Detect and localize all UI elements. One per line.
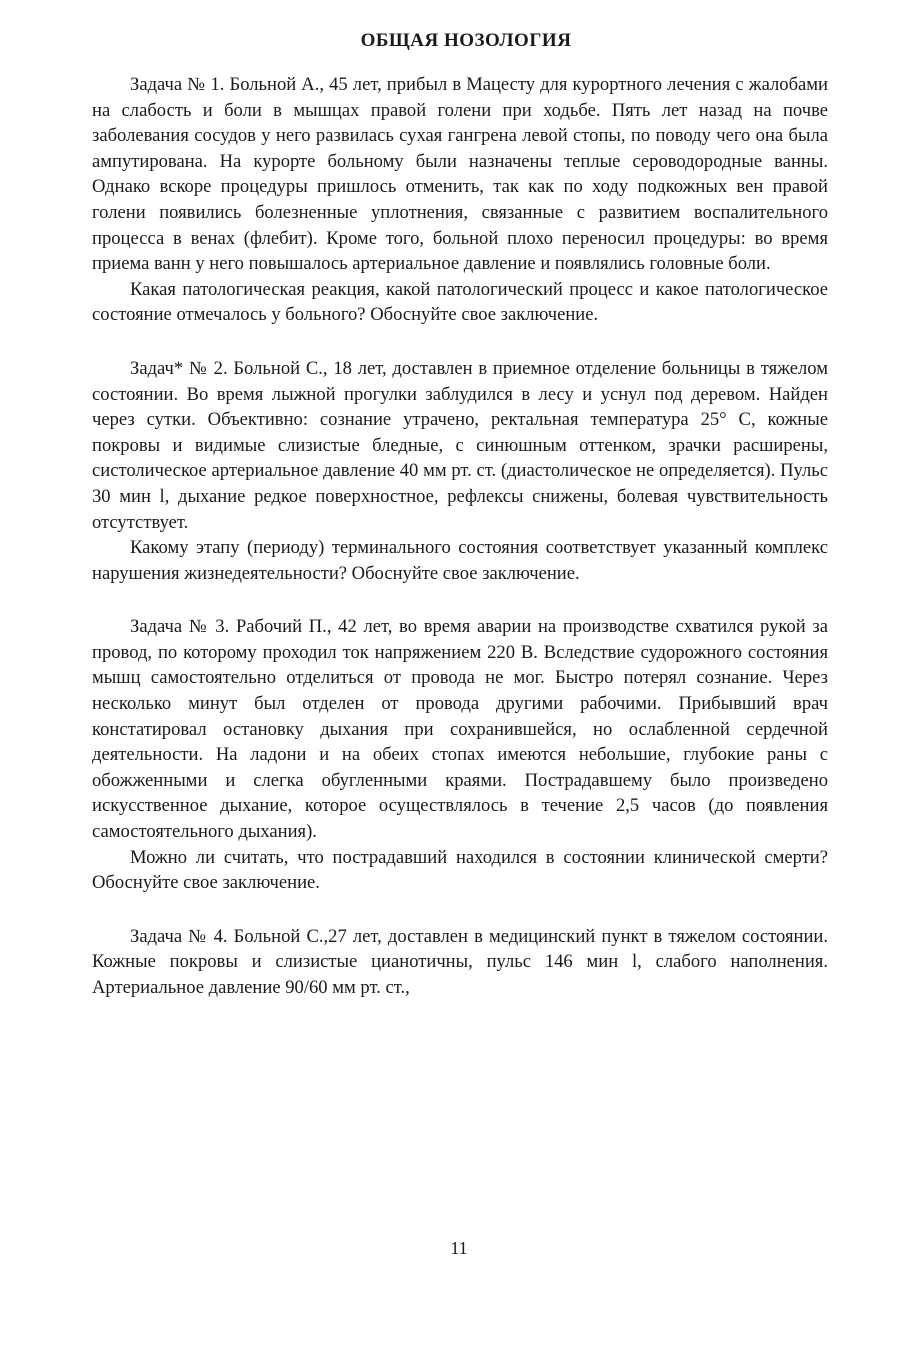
task-3 <box>92 614 828 896</box>
task-2-text: Задач* № 2. Больной С., 18 лет, доставлен в приемное отделение больницы в тяжелом состоянии. Во время лыжной прогулки заблудился в лесу и уснул под деревом. Найден через сутки. Объективно: сознание утрачено, ректальная температура 25° С, кожные покровы и видимые слизистые бледные, с синюшным оттенком, зрачки расширены, систолическое артериальное давление 40 мм рт. ст. (диастолическое не определяется). Пульс 30 мин l, дыхание редкое поверхностное, рефлексы снижены, болевая чувствительность отсутствует. <box>92 357 828 533</box>
page-title: ОБЩАЯ НОЗОЛОГИЯ <box>360 30 572 51</box>
task-3-text: Задача № 3. Рабочий П., 42 лет, во время аварии на производстве схватился рукой за провод, по которому проходил ток напряжением 220 В. Вследствие судорожного состояния мышц самостоятельно отделиться от провода не мог. Быстро потерял сознание. Через несколько минут был отделен от провода другими рабочими. Прибывший врач констатировал остановку дыхания при сохранившейся, но ослабленной сердечной деятельности. На ладони и на обеих стопах имеются небольшие, глубокие раны с обожженными и слегка обугленными краями. Пострадавшему было произведено искусственное дыхание, которое осуществлялось в течение 2,5 часов (до появления самостоятельного дыхания). <box>92 616 828 843</box>
task-2 <box>92 356 828 586</box>
document-page <box>92 30 828 1001</box>
task-3-question: Можно ли считать, что пострадавший находился в состоянии клинической смерти? Обоснуйте свое заключение. <box>92 846 828 894</box>
task-1-question: Какая патологическая реакция, какой патологический процесс и какое патологическое состояние отмечалось у больного? Обоснуйте свое заключение. <box>92 278 828 326</box>
task-1 <box>92 72 828 328</box>
page-number: 11 <box>450 1238 468 1258</box>
task-4 <box>92 924 828 1001</box>
task-1-text: Задача № 1. Больной А., 45 лет, прибыл в Мацесту для курортного лечения с жалобами на слабость и боли в мышцах правой голени при ходьбе. Пять лет назад на почве заболевания сосудов у него развилась сухая гангрена левой стопы, по поводу чего она была ампутирована. На курорте больному были назначены теплые сероводородные ванны. Однако вскоре процедуры пришлось отменить, так как по ходу подкожных вен правой голени появились болезненные уплотнения, связанные с развитием воспалительного процесса в венах (флебит). Кроме того, больной плохо переносил процедуры: во время приема ванн у него повышалось артериальное давление и появлялись головные боли. <box>92 74 828 275</box>
task-2-question: Какому этапу (периоду) терминального состояния соответствует указанный комплекс нарушения жизнедеятельности? Обоснуйте свое заключение. <box>92 537 828 584</box>
task-4-text: Задача № 4. Больной С.,27 лет, доставлен в медицинский пункт в тяжелом состоянии. Кожные покровы и слизистые цианотичны, пульс 146 мин l, слабого наполнения. Артериальное давление 90/60 мм рт. ст., <box>92 925 828 998</box>
